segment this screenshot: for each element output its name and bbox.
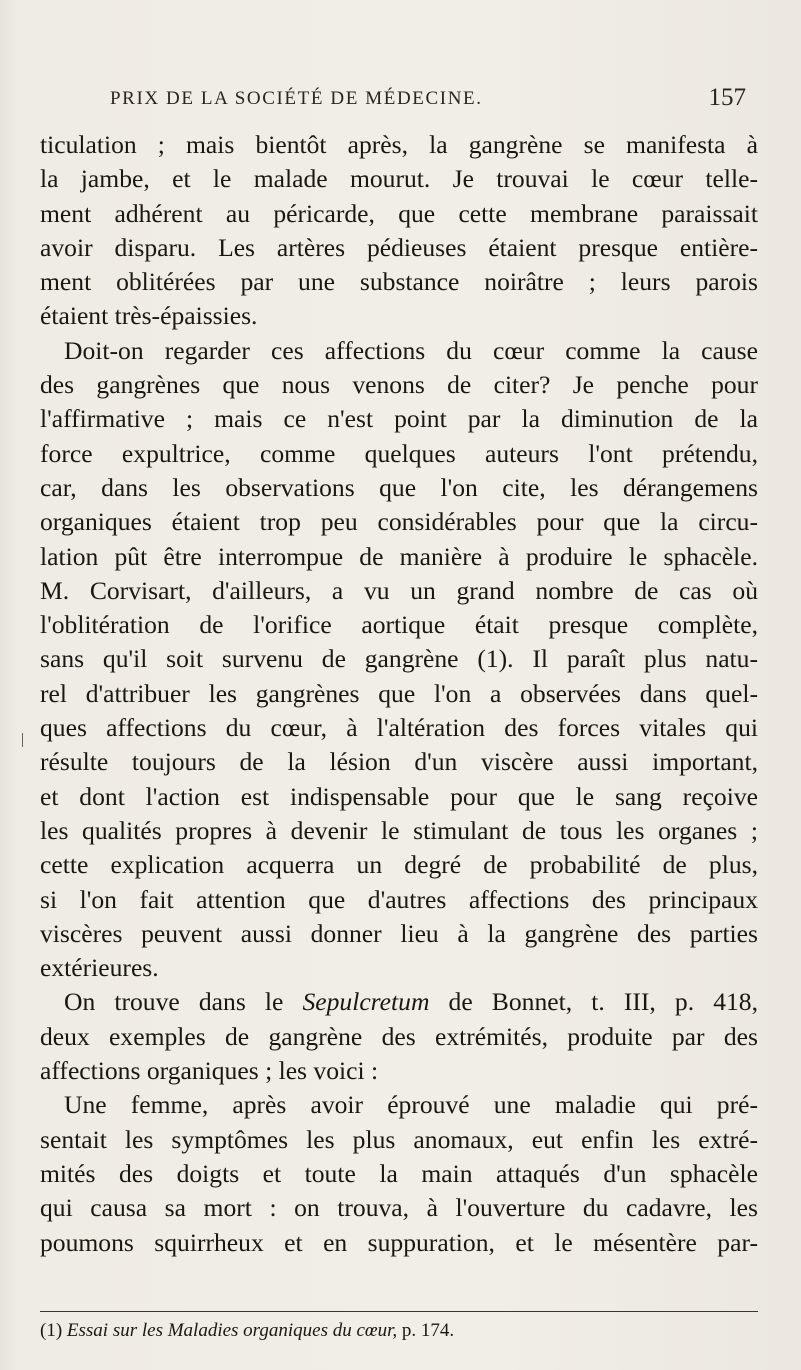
- book-title: Sepulcretum: [302, 987, 430, 1017]
- text-line: extérieures.: [40, 953, 159, 983]
- text-line: ticulation ; mais bientôt après, la gangrène se manifesta à: [40, 130, 758, 159]
- text-line: l'oblitération de l'orifice aortique était presque complète,: [40, 610, 758, 640]
- paragraph-3: [40, 985, 758, 1088]
- text-line: sentait les symptômes les plus anomaux, eut enfin les extré-: [40, 1124, 758, 1154]
- page-number: 157: [708, 84, 746, 111]
- text-line: ment adhérent au péricarde, que cette membrane paraissait: [40, 198, 758, 228]
- margin-mark: [22, 733, 23, 747]
- text-line: ment oblitérées par une substance noirâtre ; leurs parois: [40, 267, 758, 297]
- paragraph-1: [40, 128, 758, 334]
- text-line: Une femme, après avoir éprouvé une maladie qui pré-: [64, 1090, 758, 1120]
- paragraph-2: [40, 334, 758, 986]
- text-line: les qualités propres à devenir le stimulant de tous les organes ;: [40, 815, 758, 845]
- text-line: viscères peuvent aussi donner lieu à la gangrène des parties: [40, 918, 758, 948]
- text-line: l'affirmative ; mais ce n'est point par la diminution de la: [40, 404, 758, 434]
- footnote-page-ref: p. 174.: [397, 1320, 455, 1341]
- text-line: rel d'attribuer les gangrènes que l'on a observées dans quel-: [40, 678, 758, 708]
- text-line: sans qu'il soit survenu de gangrène (1). Il paraît plus natu-: [40, 644, 758, 674]
- paragraph-4: [40, 1088, 758, 1259]
- footnote: [40, 1318, 758, 1344]
- text-line: cette explication acquerra un degré de probabilité de plus,: [40, 850, 758, 880]
- body-text: [40, 128, 758, 1260]
- text-line: lation pût être interrompue de manière à produire le sphacèle.: [40, 541, 758, 571]
- text-line: car, dans les observations que l'on cite, les dérangemens: [40, 472, 758, 502]
- running-title: PRIX DE LA SOCIÉTÉ DE MÉDECINE.: [110, 88, 483, 109]
- text-line: affections organiques ; les voici :: [40, 1056, 379, 1086]
- text-line: des gangrènes que nous venons de citer? Je penche pour: [40, 370, 758, 400]
- footnote-marker: (1): [40, 1320, 67, 1341]
- text-line: et dont l'action est indispensable pour que le sang reçoive: [40, 781, 758, 811]
- text-line: ques affections du cœur, à l'altération des forces vitales qui: [40, 713, 758, 743]
- text-line: avoir disparu. Les artères pédieuses étaient presque entière-: [40, 232, 758, 262]
- text-line: Doit-on regarder ces affections du cœur comme la cause: [64, 335, 758, 365]
- footnote-divider: [40, 1311, 758, 1313]
- text-line: organiques étaient trop peu considérables pour que la circu-: [40, 507, 758, 537]
- text-line: la jambe, et le malade mourut. Je trouvai le cœur telle-: [40, 164, 758, 194]
- text-line: résulte toujours de la lésion d'un viscère aussi important,: [40, 747, 758, 777]
- text-line: [40, 985, 758, 1019]
- text-fragment: On trouve dans le: [64, 987, 303, 1017]
- text-line: si l'on fait attention que d'autres affections des principaux: [40, 884, 758, 914]
- text-line: deux exemples de gangrène des extrémités, produite par des: [40, 1021, 758, 1051]
- text-line: qui causa sa mort : on trouva, à l'ouverture du cadavre, les: [40, 1193, 758, 1223]
- text-line: étaient très-épaissies.: [40, 301, 258, 331]
- text-line: M. Corvisart, d'ailleurs, a vu un grand nombre de cas où: [40, 575, 758, 605]
- text-line: mités des doigts et toute la main attaqués d'un sphacèle: [40, 1158, 758, 1188]
- text-line: poumons squirrheux et en suppuration, et le mésentère par-: [40, 1227, 758, 1257]
- footnote-title: Essai sur les Maladies organiques du cœur,: [66, 1320, 398, 1341]
- text-fragment: de Bonnet, t. III, p. 418,: [429, 987, 758, 1017]
- text-line: force expultrice, comme quelques auteurs l'ont prétendu,: [40, 438, 758, 468]
- page-header: [110, 84, 750, 118]
